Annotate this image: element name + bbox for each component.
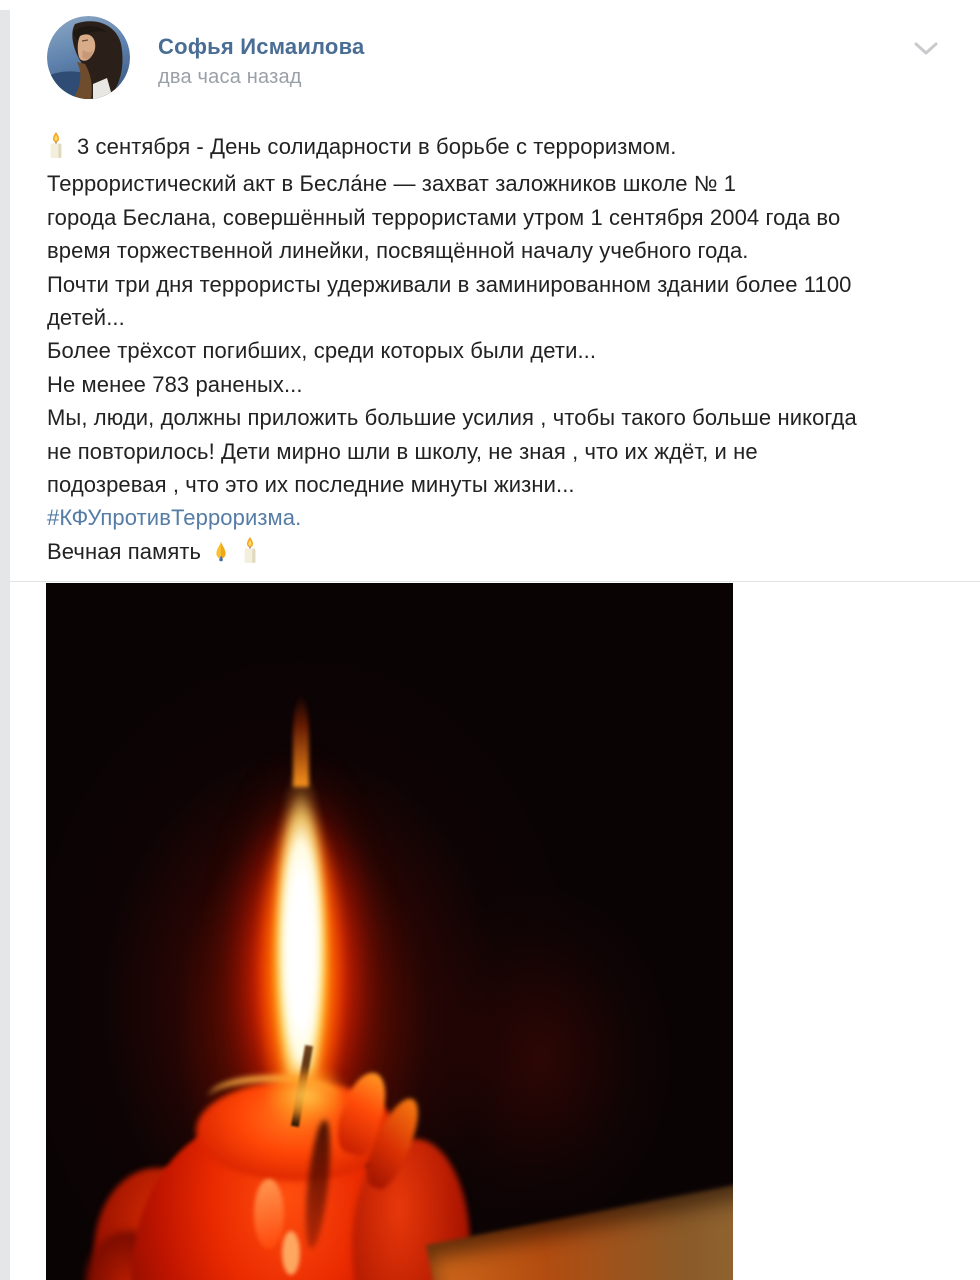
post-line: Не менее 783 раненых... (47, 371, 303, 397)
post-photo-candle[interactable] (46, 583, 733, 1280)
candle-emoji (47, 132, 65, 167)
author-name-link[interactable]: Софья Исмаилова (158, 34, 365, 59)
post-menu-button[interactable] (906, 36, 946, 64)
post-text (47, 130, 937, 572)
candle-wax-gloss (282, 1231, 300, 1275)
post-line: Более трёхсот погибших, среди которых были дети... (47, 338, 597, 364)
candle-wax-gloss (254, 1179, 284, 1249)
post-line: Террористический акт в Бесла́не — захват заложников школе № 1 (47, 171, 737, 197)
flame-core (270, 743, 332, 1113)
post-line: детей... (47, 305, 125, 331)
post-line-text: Вечная память (47, 538, 202, 564)
post-line: подозревая , что это их последние минуты жизни... (47, 472, 575, 498)
post-line: города Беслана, совершённый террористами утром 1 сентября 2004 года во (47, 204, 841, 230)
author-avatar[interactable] (47, 16, 130, 99)
wick-glow (266, 1068, 346, 1123)
post-line: время торжественной линейки, посвящённой началу учебного года. (47, 238, 749, 264)
hashtag-link[interactable]: #КФУпротивТерроризма. (47, 505, 302, 531)
post-line (47, 501, 937, 534)
post-line: Почти три дня террористы удерживали в заминированном здании более 1100 (47, 271, 852, 297)
attachment-divider (10, 581, 980, 582)
flame-tip (293, 695, 309, 787)
post-line-text: 3 сентября - День солидарности в борьбе с терроризмом. (77, 134, 677, 159)
post-line: не повторилось! Дети мирно шли в школу, не зная , что их ждёт, и не (47, 438, 758, 464)
post-timestamp: два часа назад (158, 66, 302, 88)
post-line (47, 535, 937, 572)
praying-hands-emoji (210, 539, 232, 572)
avatar-image (47, 16, 130, 99)
post-line (47, 130, 937, 167)
candle-emoji (241, 537, 259, 572)
post-line: Мы, люди, должны приложить большие усилия , чтобы такого больше никогда (47, 405, 857, 431)
chevron-down-icon (912, 41, 940, 57)
page-background-edge (0, 10, 10, 1280)
